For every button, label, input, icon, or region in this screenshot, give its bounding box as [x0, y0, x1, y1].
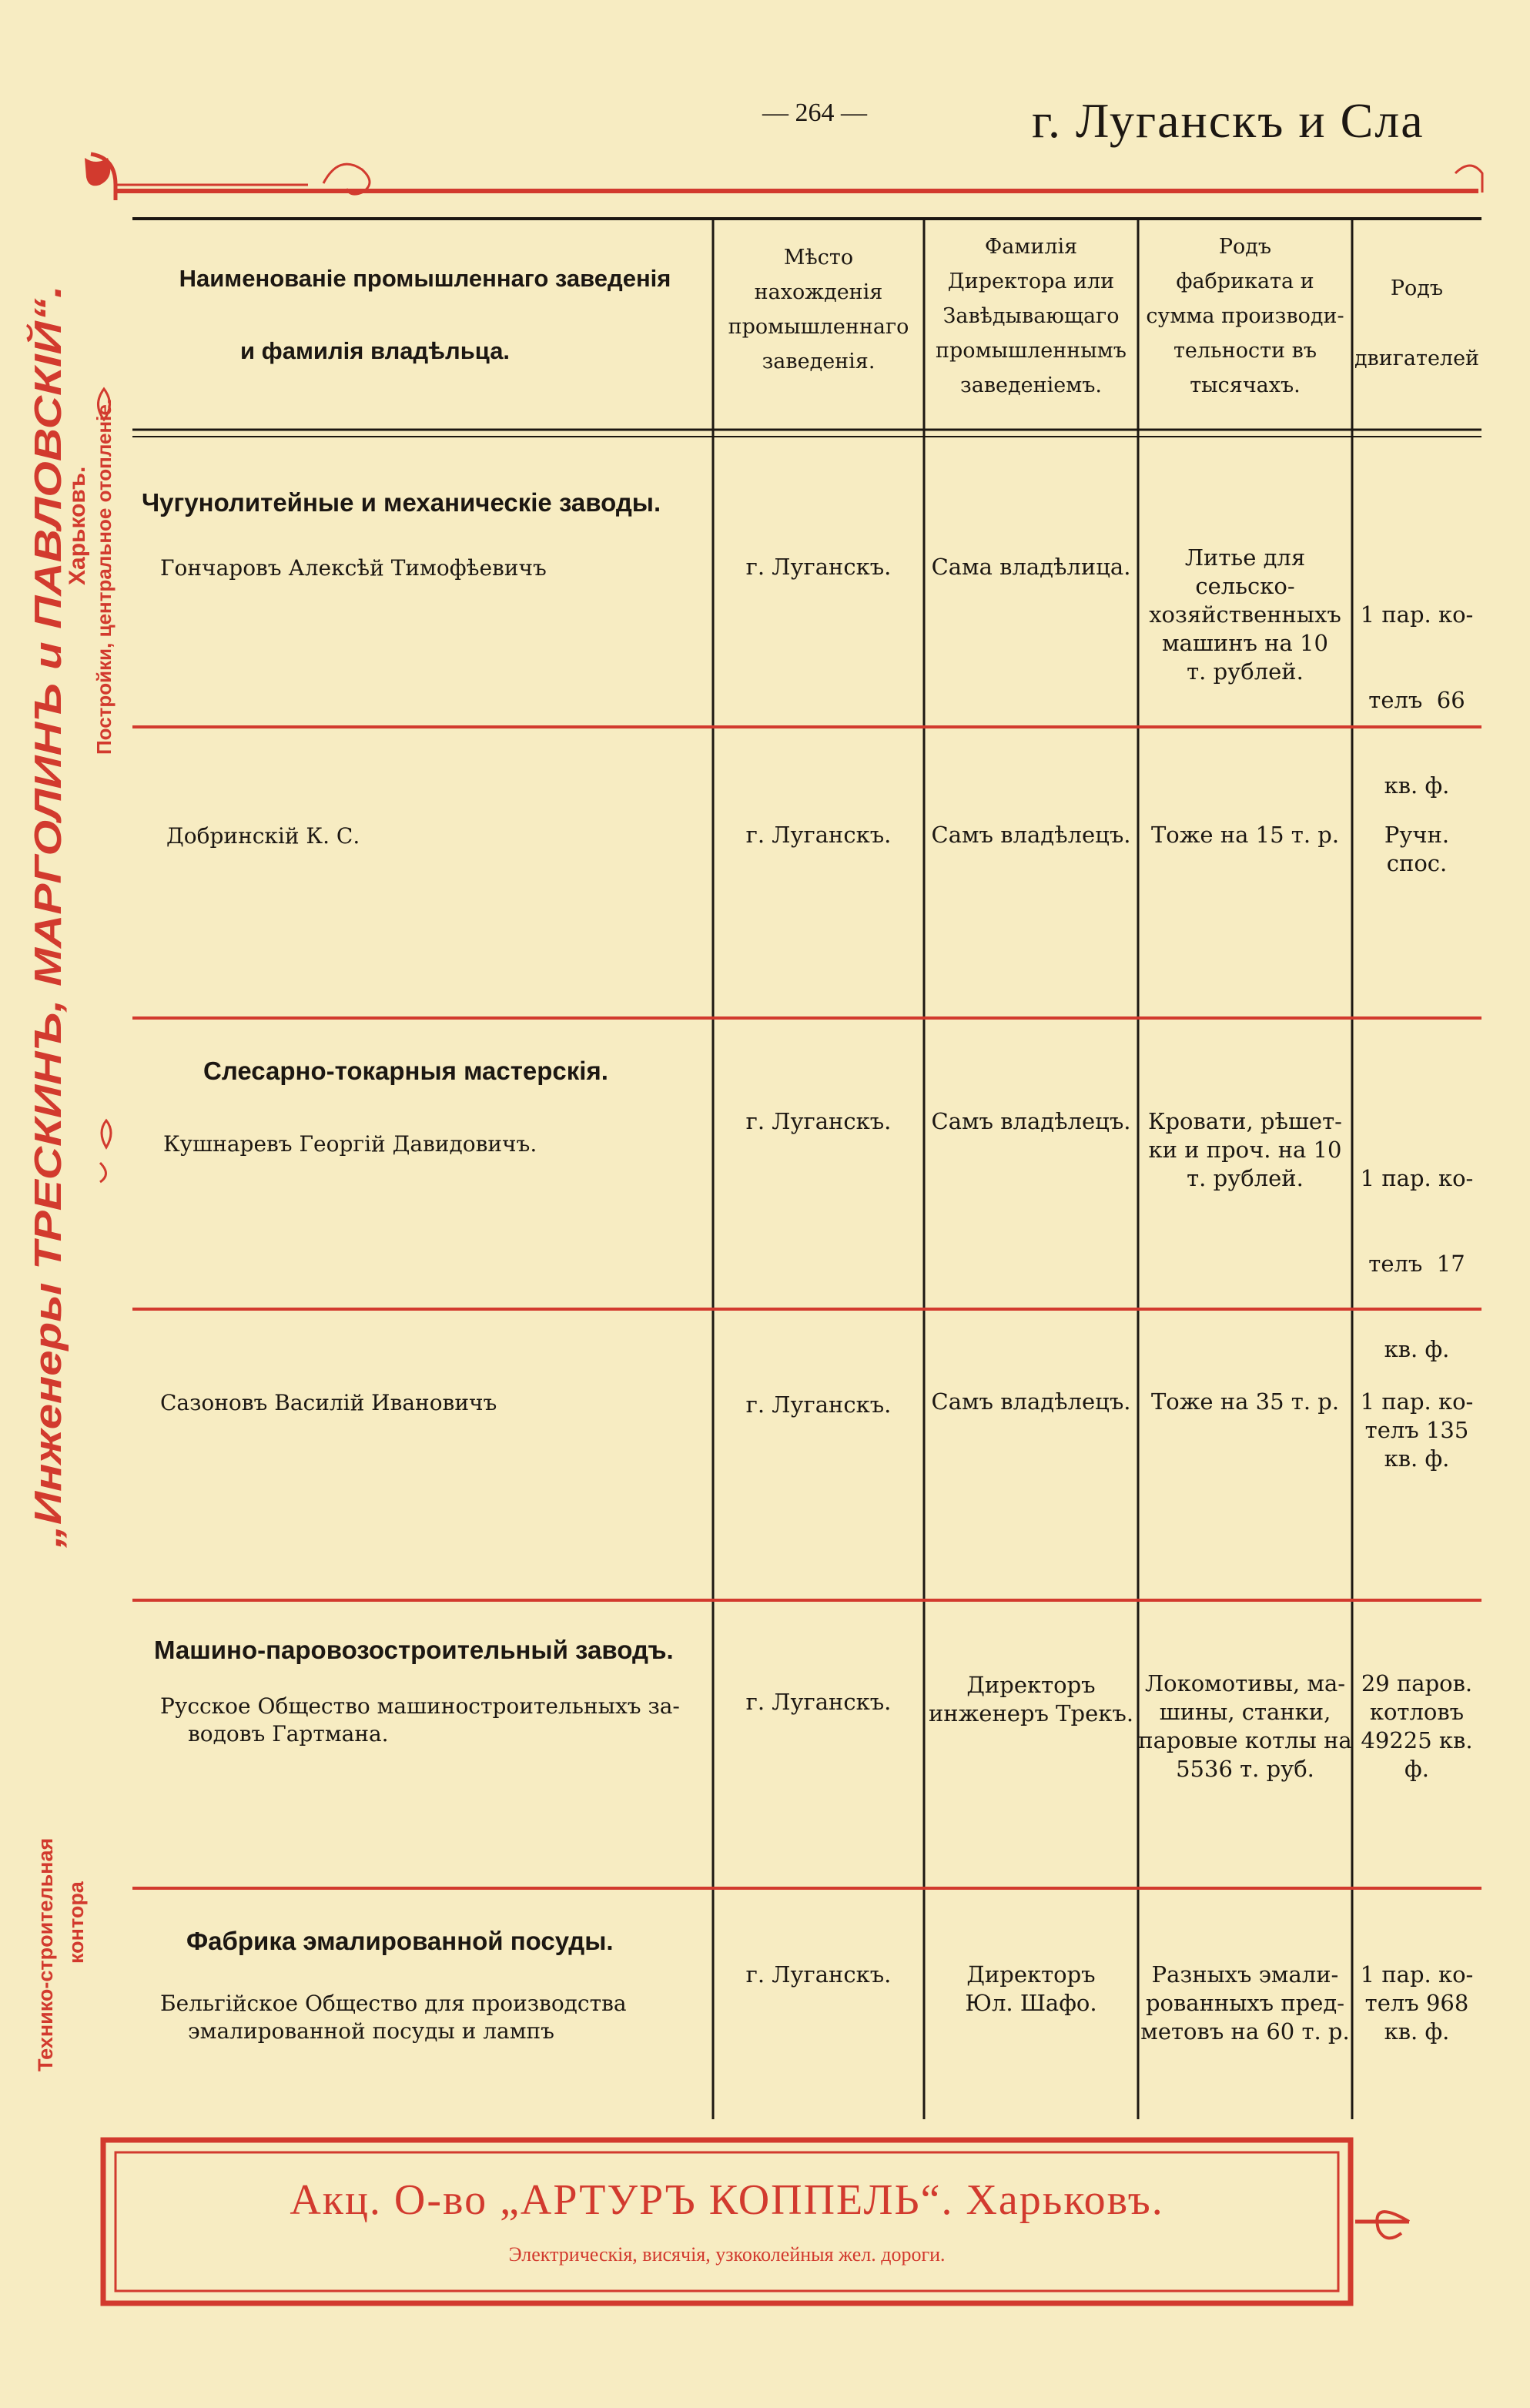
row-place: г. Луганскъ. [745, 822, 892, 848]
row-product [1138, 821, 1352, 849]
row-engine [1352, 821, 1481, 878]
owner-line: водовъ Гартмана. [188, 1721, 389, 1747]
col-header-engine [1352, 271, 1481, 376]
col-header-place-line: заведенія. [762, 350, 875, 373]
side-ornament [0, 254, 116, 2102]
director-line: Директоръ [966, 1961, 1096, 1988]
row-engine [1352, 544, 1481, 857]
row-product [1138, 1388, 1352, 1416]
product-line: ки и проч. на 10 [1148, 1137, 1342, 1163]
product-line: рованныхъ пред- [1145, 1990, 1345, 2016]
row-product [1138, 544, 1352, 686]
row-product [1138, 1670, 1352, 1783]
engine-line: котловъ [1369, 1699, 1465, 1725]
engine-line: 49225 кв. [1361, 1727, 1473, 1753]
row-place: г. Луганскъ. [745, 1392, 892, 1418]
side-ad-services: Постройки, центральное отопленіе. [92, 398, 116, 755]
row-director [924, 1671, 1138, 1728]
col-header-engine-line: двигателей [1354, 347, 1480, 370]
col-header-name [140, 263, 710, 367]
row-owner [160, 1389, 707, 1417]
col-header-product-line: тельности въ [1173, 339, 1317, 363]
row-owner [160, 1990, 715, 2045]
owner-line: Гончаровъ Алексѣй Тимофѣевичъ [160, 555, 547, 581]
engine-line: телъ 66 [1368, 687, 1465, 713]
row-director [924, 1107, 1138, 1136]
row-director [924, 553, 1138, 581]
engine-line: 1 пар. ко- [1360, 1388, 1474, 1415]
row-product [1138, 1961, 1352, 2046]
product-line: хозяйственныхъ [1149, 601, 1341, 628]
owner-line: Кушнаревъ Георгій Давидовичъ. [163, 1131, 537, 1157]
row-place: г. Луганскъ. [745, 554, 892, 580]
product-line: метовъ на 60 т. р. [1140, 2018, 1350, 2045]
col-header-director-line: заведеніемъ. [960, 373, 1102, 397]
col-header-place-line: промышленнаго [728, 315, 909, 339]
section-heading: Машино-паровозостроительный заводъ. [154, 1636, 674, 1664]
director-line: Директоръ [966, 1672, 1096, 1698]
col-header-director-line: Фамилія [984, 235, 1078, 259]
row-director [924, 1961, 1138, 2018]
col-header-product [1138, 229, 1352, 403]
engine-line: телъ 968 [1364, 1990, 1469, 2016]
owner-line: эмалированной посуды и лампъ [188, 2018, 554, 2044]
running-head: г. Луганскъ и Сла [1032, 93, 1425, 148]
col-header-product-line: Родъ [1218, 235, 1272, 259]
product-line: машинъ на 10 [1162, 630, 1328, 656]
page-number: — 264 — [762, 99, 867, 127]
engine-line: кв. ф. [1384, 2018, 1450, 2045]
engine-line: телъ 17 [1368, 1251, 1465, 1277]
row-place: г. Луганскъ. [745, 1108, 892, 1134]
col-header-director-line: Директора или [947, 270, 1115, 293]
engine-line: 1 пар. ко- [1360, 1961, 1474, 1988]
owner-line: Бельгійское Общество для производства [160, 1991, 627, 2016]
director-line: инженеръ Трекъ. [928, 1700, 1134, 1726]
col-header-engine-line: Родъ [1390, 276, 1444, 300]
row-owner [166, 822, 705, 850]
product-line: Литье для сельско- [1184, 544, 1306, 599]
bottom-ad-company: Акц. О-во „АРТУРЪ КОППЕЛЬ“. Харьковъ. [290, 2176, 1164, 2224]
product-line: шины, станки, [1159, 1699, 1331, 1725]
product-line: паровые котлы на [1138, 1727, 1352, 1753]
product-line: т. рублей. [1187, 658, 1304, 685]
col-header-name-line1: Наименованіе промышленнаго заведенія [179, 265, 671, 292]
product-line: Локомотивы, ма- [1144, 1670, 1346, 1696]
product-line: Тоже на 15 т. р. [1150, 822, 1340, 848]
factory-table [132, 217, 1481, 2119]
side-ad-city: Харьковъ. [65, 466, 90, 585]
row-engine [1352, 1107, 1481, 1421]
engine-line: телъ 135 [1364, 1417, 1469, 1443]
col-header-place-line: Мѣсто [783, 246, 854, 270]
col-header-director-line: Завѣдывающаго [942, 304, 1120, 328]
col-header-place [713, 240, 924, 379]
col-header-product-line: сумма производи- [1146, 304, 1344, 328]
row-owner [163, 1130, 705, 1158]
row-engine [1352, 1670, 1481, 1783]
col-header-product-line: фабриката и [1176, 270, 1314, 293]
director-line: Самъ владѣлецъ. [931, 1108, 1131, 1134]
director-line: Самъ владѣлецъ. [931, 822, 1131, 848]
product-line: Тоже на 35 т. р. [1150, 1388, 1340, 1415]
bottom-ad-tagline: Электрическія, висячія, узкоколейныя жел. дороги. [508, 2243, 946, 2266]
row-owner [160, 1693, 715, 1748]
side-ad-line2: контора [65, 1881, 88, 1964]
section-heading: Фабрика эмалированной посуды. [186, 1927, 614, 1955]
owner-line: Сазоновъ Василій Ивановичъ [160, 1390, 497, 1415]
side-ad-line1: Технико-строительная [34, 1837, 57, 2071]
product-line: т. рублей. [1187, 1165, 1304, 1191]
owner-line: Русское Общество машиностроительныхъ за- [160, 1693, 680, 1719]
bottom-advertisement [100, 2137, 1417, 2306]
director-line: Сама владѣлица. [931, 554, 1131, 580]
row-engine [1352, 1961, 1481, 2046]
engine-line: 1 пар. ко- [1360, 1165, 1474, 1191]
engine-line: кв. ф. [1384, 772, 1450, 799]
director-line: Самъ владѣлецъ. [931, 1388, 1131, 1415]
page-header [0, 0, 1530, 200]
col-header-product-line: тысячахъ. [1190, 373, 1301, 397]
col-header-place-line: нахожденія [754, 280, 883, 304]
engine-line: Ручн. спос. [1384, 822, 1450, 876]
engine-line: 1 пар. ко- [1360, 601, 1474, 628]
engine-line: кв. ф. [1384, 1445, 1450, 1472]
header-ornament [0, 0, 1530, 200]
side-advertisement [0, 254, 116, 2102]
product-line: Кровати, рѣшет- [1148, 1108, 1342, 1134]
row-director [924, 1388, 1138, 1416]
row-product [1138, 1107, 1352, 1193]
col-header-director [924, 229, 1138, 403]
section-heading: Чугунолитейные и механическіе заводы. [142, 488, 661, 517]
row-engine [1352, 1388, 1481, 1473]
col-header-director-line: промышленнымъ [936, 339, 1127, 363]
side-ad-firm: „Инженеры ТРЕСКИНЪ, МАРГОЛИНЪ и ПАВЛОВСКІЙ“. [26, 285, 69, 1548]
product-line: Разныхъ эмали- [1151, 1961, 1339, 1988]
engine-line: 29 паров. [1361, 1670, 1473, 1696]
row-place: г. Луганскъ. [745, 1961, 892, 1988]
row-place: г. Луганскъ. [745, 1689, 892, 1715]
section-heading: Слесарно-токарныя мастерскія. [203, 1057, 608, 1085]
product-line: 5536 т. руб. [1176, 1756, 1314, 1782]
col-header-name-line2: и фамилія владѣльца. [239, 337, 511, 364]
row-owner [160, 554, 707, 582]
owner-line: Добринскій К. С. [166, 823, 360, 849]
engine-line: ф. [1404, 1756, 1429, 1782]
director-line: Юл. Шафо. [965, 1990, 1097, 2016]
row-director [924, 821, 1138, 849]
engine-line: кв. ф. [1384, 1336, 1450, 1362]
